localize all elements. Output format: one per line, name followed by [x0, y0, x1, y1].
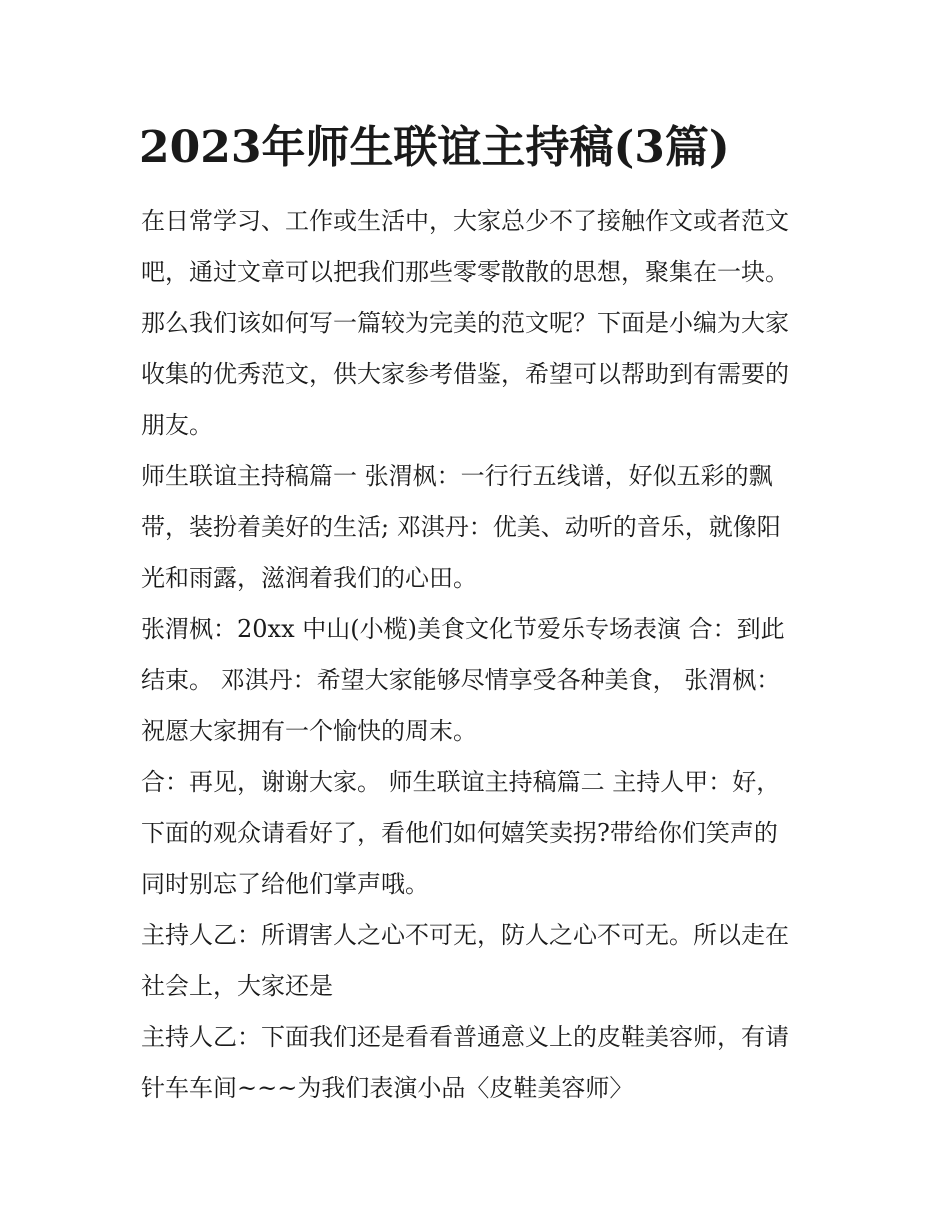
text-line: 针车车间~~~为我们表演小品〈皮鞋美容师〉	[141, 1074, 634, 1102]
text-line: 收集的优秀范文，供大家参考借鉴，希望可以帮助到有需要的	[141, 360, 789, 388]
text-line: 那么我们该如何写一篇较为完美的范文呢？下面是小编为大家	[141, 309, 789, 337]
text-line: 社会上，大家还是	[141, 972, 333, 1000]
paragraph-section-two	[141, 757, 813, 910]
text-line: 朋友。	[141, 411, 213, 439]
paragraph-intro	[141, 196, 813, 451]
text-line: 光和雨露，滋润着我们的心田。	[141, 564, 477, 592]
paragraph-host-b-one	[141, 910, 813, 1012]
text-line: 带，装扮着美好的生活; 邓淇丹：优美、动听的音乐，就像阳	[141, 513, 781, 541]
text-line: 师生联谊主持稿篇一 张渭枫：一行行五线谱，好似五彩的飘	[141, 462, 773, 490]
text-line: 主持人乙：所谓害人之心不可无，防人之心不可无。所以走在	[141, 921, 789, 949]
text-line: 结束。 邓淇丹：希望大家能够尽情享受各种美食， 张渭枫：	[141, 666, 781, 694]
paragraph-section-one	[141, 451, 813, 604]
text-line: 下面的观众请看好了，看他们如何嬉笑卖拐?带给你们笑声的	[141, 819, 778, 847]
document-body	[141, 196, 813, 1114]
document-title: 2023年师生联谊主持稿(3篇)	[139, 122, 730, 173]
paragraph-closing	[141, 604, 813, 757]
text-line: 吧，通过文章可以把我们那些零零散散的思想，聚集在一块。	[141, 258, 789, 286]
text-line: 主持人乙：下面我们还是看看普通意义上的皮鞋美容师，有请	[141, 1023, 789, 1051]
text-line: 合：再见，谢谢大家。 师生联谊主持稿篇二 主持人甲：好，	[141, 768, 781, 796]
text-line: 同时别忘了给他们掌声哦。	[141, 870, 429, 898]
text-line: 张渭枫：20xx 中山(小榄)美食文化节爱乐专场表演 合：到此	[141, 615, 785, 643]
paragraph-host-b-two	[141, 1012, 813, 1114]
text-line: 在日常学习、工作或生活中，大家总少不了接触作文或者范文	[141, 207, 789, 235]
text-line: 祝愿大家拥有一个愉快的周末。	[141, 717, 477, 745]
